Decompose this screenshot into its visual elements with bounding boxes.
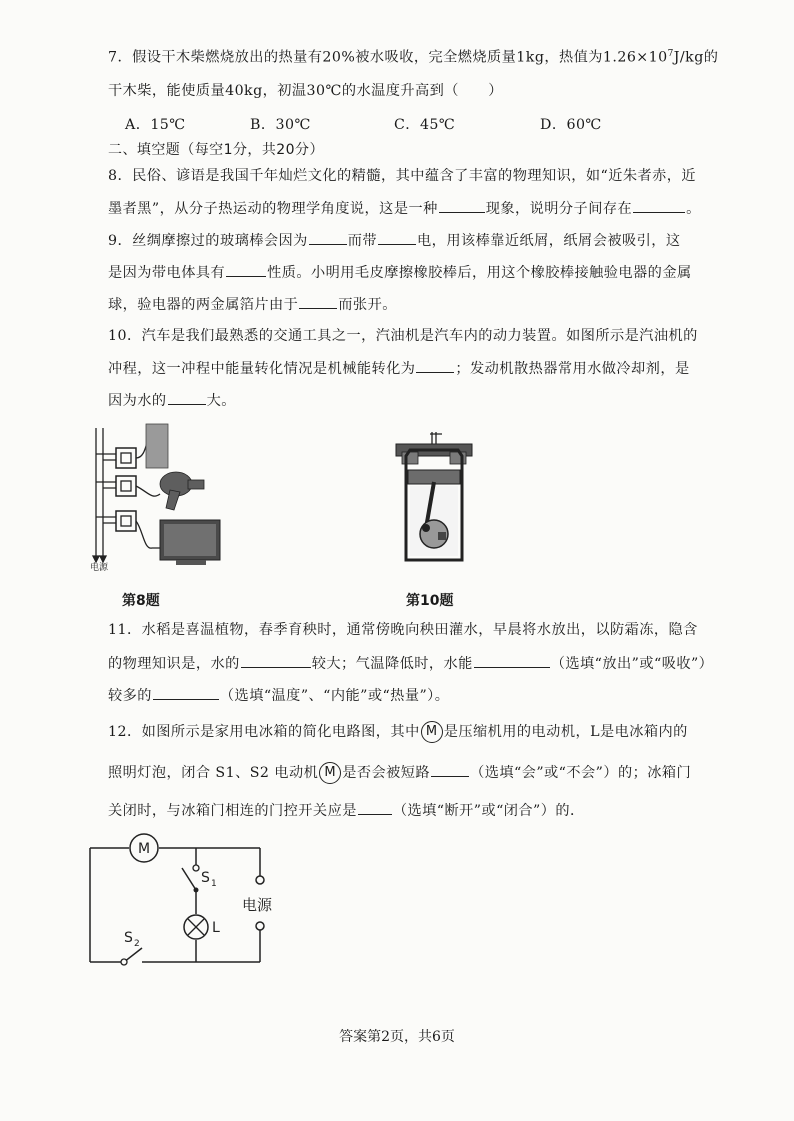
q12-blank-1[interactable] bbox=[431, 762, 469, 777]
refrigerator-circuit bbox=[84, 830, 284, 970]
q10-blank-1[interactable] bbox=[416, 358, 454, 373]
q10-line2 bbox=[108, 358, 690, 379]
q9-text-g: 而张开。 bbox=[338, 297, 397, 313]
q7-option-c: C．45℃ bbox=[394, 117, 456, 133]
q9-text-a: 9．丝绸摩擦过的玻璃棒会因为 bbox=[108, 233, 308, 249]
power-source-label: 电源 bbox=[242, 896, 273, 914]
q8-blank-2[interactable] bbox=[633, 198, 685, 213]
q11-blank-1[interactable] bbox=[241, 653, 311, 668]
q12-text-b: 是压缩机用的电动机，L是电冰箱内的 bbox=[443, 724, 688, 740]
q7-option-a: A．15℃ bbox=[125, 117, 186, 133]
fig8-caption: 第8题 bbox=[122, 593, 160, 609]
q8-text-b: 现象，说明分子间存在 bbox=[485, 201, 633, 217]
section2-title: 二、填空题（每空1分，共20分） bbox=[108, 142, 324, 158]
q8-blank-1[interactable] bbox=[439, 198, 485, 213]
q12-line1 bbox=[108, 721, 688, 743]
q11-text-b: 较大；气温降低时，水能 bbox=[311, 656, 473, 672]
q7-exponent: 7 bbox=[667, 49, 674, 59]
q12-text-f: 关闭时，与冰箱门相连的门控开关应是 bbox=[108, 803, 357, 819]
circuit-motor-label: M bbox=[137, 841, 151, 857]
q11-line3 bbox=[108, 685, 449, 706]
q12-blank-2[interactable] bbox=[358, 800, 392, 815]
fig10-caption: 第10题 bbox=[406, 593, 454, 609]
q7-unit: J/kg的 bbox=[673, 49, 719, 66]
q9-blank-3[interactable] bbox=[226, 262, 266, 277]
q11-text-d: 较多的 bbox=[108, 688, 152, 704]
figure-10-engine bbox=[392, 430, 477, 570]
q11-text-a: 的物理知识是，水的 bbox=[108, 656, 240, 672]
q7-line2: 干木柴，能使质量40kg，初温30℃的水温度升高到（ ） bbox=[108, 83, 503, 99]
q11-line2 bbox=[108, 653, 713, 674]
figure-8-appliances bbox=[88, 420, 238, 572]
q11-line1: 11．水稻是喜温植物，春季育秧时，通常傍晚向秧田灌水，早晨将水放出，以防霜冻，隐含 bbox=[108, 622, 698, 638]
q7-option-d: D．60℃ bbox=[540, 117, 602, 133]
q10-blank-2[interactable] bbox=[168, 390, 206, 405]
motor-symbol-inline: M bbox=[421, 721, 443, 743]
motor-symbol-inline-2: M bbox=[319, 762, 341, 784]
q9-text-b: 而带 bbox=[347, 233, 378, 249]
q9-line2 bbox=[108, 262, 692, 283]
q12-text-d: 是否会被短路 bbox=[342, 765, 431, 781]
q8-line2 bbox=[108, 198, 701, 219]
q12-text-g: （选填“断开”或“闭合”）的． bbox=[392, 803, 585, 819]
q12-text-a: 12．如图所示是家用电冰箱的简化电路图，其中 bbox=[108, 724, 420, 740]
q11-blank-2[interactable] bbox=[474, 653, 550, 668]
q10-text-a: 冲程，这一冲程中能量转化情况是机械能转化为 bbox=[108, 361, 416, 377]
q11-text-c: （选填“放出”或“吸收”） bbox=[550, 656, 714, 672]
page-footer: 答案第2页，共6页 bbox=[339, 1029, 455, 1045]
q10-line1: 10．汽车是我们最熟悉的交通工具之一，汽油机是汽车内的动力装置。如图所示是汽油机的 bbox=[108, 328, 698, 344]
q9-blank-1[interactable] bbox=[309, 230, 347, 245]
q7-option-b: B．30℃ bbox=[250, 117, 311, 133]
q8-text-a: 墨者黑”，从分子热运动的物理学角度说，这是一种 bbox=[108, 201, 438, 217]
q7-line1 bbox=[108, 44, 718, 68]
fig8-power-label: 电源 bbox=[90, 563, 109, 572]
q10-text-c: 因为水的 bbox=[108, 393, 167, 409]
s2-label: S bbox=[124, 930, 133, 946]
q9-text-c: 电，用该棒靠近纸屑，纸屑会被吸引，这 bbox=[417, 233, 681, 249]
q12-line3 bbox=[108, 800, 585, 821]
q10-line3 bbox=[108, 390, 236, 411]
q9-line3 bbox=[108, 294, 397, 315]
q9-blank-2[interactable] bbox=[378, 230, 416, 245]
s1-subscript: 1 bbox=[211, 879, 217, 889]
q11-blank-3[interactable] bbox=[153, 685, 219, 700]
q12-text-e: （选填“会”或“不会”）的；冰箱门 bbox=[470, 765, 692, 781]
q9-text-e: 性质。小明用毛皮摩擦橡胶棒后，用这个橡胶棒接触验电器的金属 bbox=[267, 265, 692, 281]
q9-text-f: 球，验电器的两金属箔片由于 bbox=[108, 297, 299, 313]
q11-text-e: （选填“温度”、“内能”或“热量”）。 bbox=[219, 688, 450, 704]
lamp-label: L bbox=[212, 920, 220, 936]
s2-subscript: 2 bbox=[134, 939, 140, 949]
q8-line1: 8．民俗、谚语是我国千年灿烂文化的精髓，其中蕴含了丰富的物理知识，如“近朱者赤，近 bbox=[108, 168, 697, 184]
q7-text-1: 7．假设干木柴燃烧放出的热量有20%被水吸收，完全燃烧质量1kg，热值为1.26×10 bbox=[108, 49, 668, 66]
q9-text-d: 是因为带电体具有 bbox=[108, 265, 226, 281]
q10-text-d: 大。 bbox=[206, 393, 236, 409]
q9-blank-4[interactable] bbox=[299, 294, 337, 309]
q8-text-c: 。 bbox=[686, 201, 701, 217]
q9-line1 bbox=[108, 230, 681, 251]
s1-label: S bbox=[201, 870, 210, 886]
q12-text-c: 照明灯泡，闭合 S1、S2 电动机 bbox=[108, 765, 319, 781]
q12-line2 bbox=[108, 762, 691, 784]
q10-text-b: ；发动机散热器常用水做冷却剂，是 bbox=[455, 361, 690, 377]
